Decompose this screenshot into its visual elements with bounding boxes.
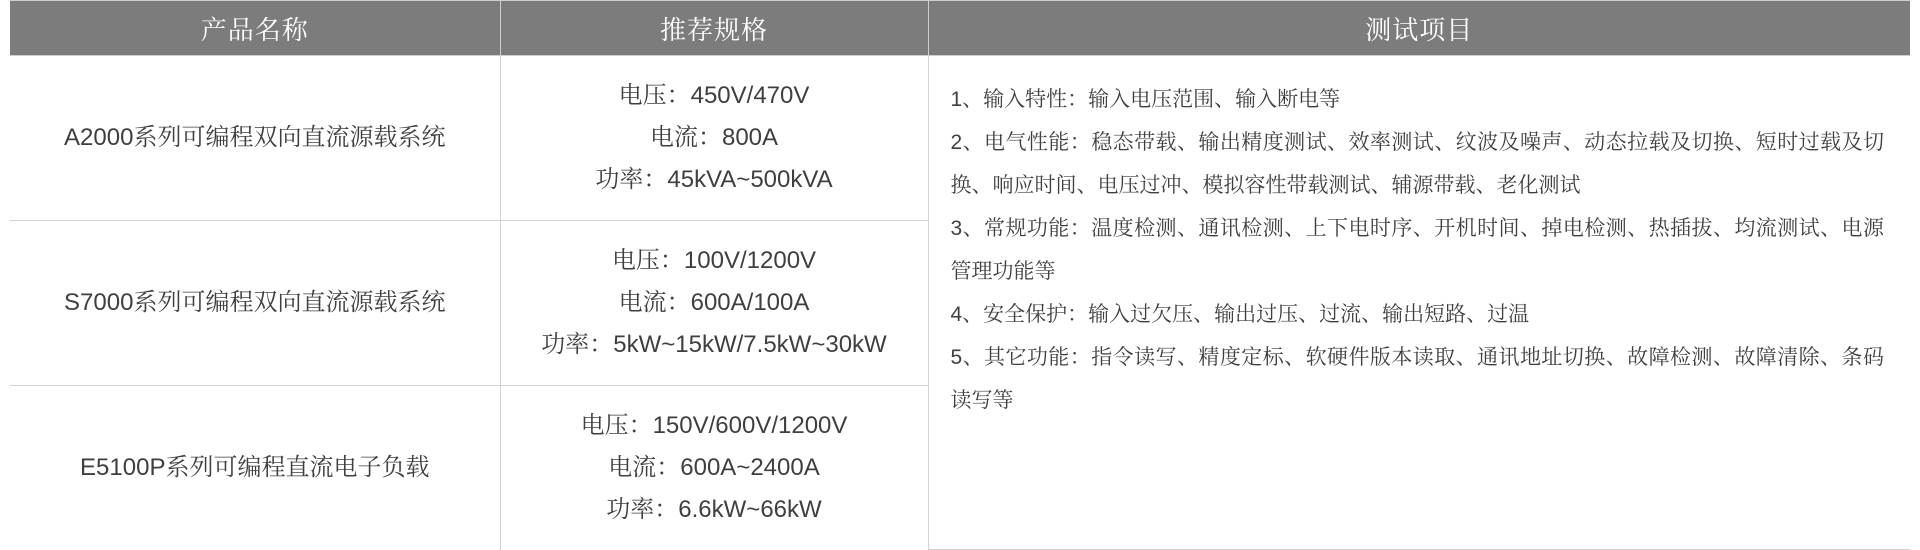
- table-body: [10, 56, 1910, 550]
- spec-line-current: 电流：600A/100A: [618, 288, 810, 316]
- product-spec-cell: [500, 220, 928, 385]
- spec-line-voltage: 电压：150V/600V/1200V: [580, 411, 848, 439]
- spec-line-power: 功率：45kVA~500kVA: [595, 165, 833, 193]
- test-item: 1、输入特性：输入电压范围、输入断电等: [950, 88, 1341, 111]
- test-item: 4、安全保护：输入过欠压、输出过压、过流、输出短路、过温: [950, 303, 1530, 327]
- spec-line-power: 功率：6.6kW~66kW: [606, 495, 822, 523]
- header-product-name: 产品名称: [10, 1, 500, 56]
- test-item: 3、常规功能：温度检测、通讯检测、上下电时序、开机时间、掉电检测、热插拔、均流测试、电源管理功能等: [950, 217, 1884, 284]
- table-row: [10, 56, 1910, 221]
- product-name-cell: S7000系列可编程双向直流源载系统: [10, 220, 500, 385]
- header-test-items: 测试项目: [928, 1, 1910, 56]
- test-items-list: [951, 78, 1885, 422]
- spec-line-voltage: 电压：100V/1200V: [611, 246, 817, 274]
- product-name-cell: A2000系列可编程双向直流源载系统: [10, 56, 500, 221]
- test-item: 5、其它功能：指令读写、精度定标、软硬件版本读取、通讯地址切换、故障检测、故障清除、条码读写等: [950, 346, 1884, 413]
- test-items-cell: [928, 56, 1910, 550]
- header-recommended-spec: 推荐规格: [500, 1, 928, 56]
- product-spec-table: [10, 0, 1910, 550]
- spec-line-voltage: 电压：450V/470V: [618, 81, 810, 109]
- product-spec-cell: [500, 56, 928, 221]
- product-spec-cell: [500, 385, 928, 549]
- table-header: [10, 1, 1910, 56]
- spec-line-current: 电流：600A~2400A: [608, 453, 820, 481]
- test-item: 2、电气性能：稳态带载、输出精度测试、效率测试、纹波及噪声、动态拉载及切换、短时过载及切换、响应时间、电压过冲、模拟容性带载测试、辅源带载、老化测试: [950, 131, 1884, 198]
- product-name-cell: E5100P系列可编程直流电子负载: [10, 385, 500, 549]
- spec-line-current: 电流：800A: [649, 123, 779, 151]
- header-row: [10, 1, 1910, 56]
- spec-line-power: 功率：5kW~15kW/7.5kW~30kW: [541, 330, 887, 358]
